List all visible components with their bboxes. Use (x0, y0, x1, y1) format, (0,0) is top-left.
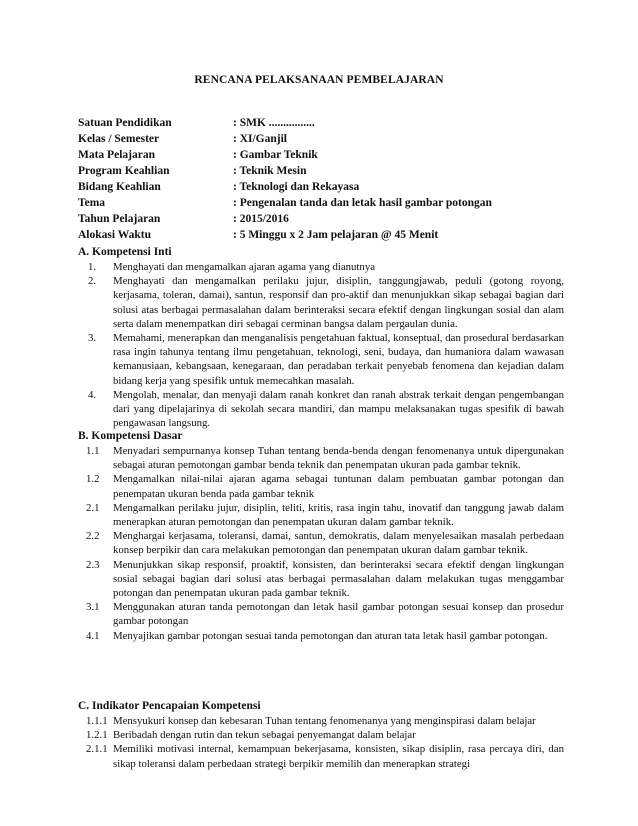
identity-value: : Pengenalan tanda dan letak hasil gambar potongan (233, 197, 492, 209)
identity-row (78, 131, 578, 147)
identity-value: : Teknologi dan Rekayasa (233, 181, 360, 193)
list-item (78, 331, 564, 388)
item-text: Memahami, menerapkan dan menganalisis pengetahuan faktual, konseptual, dan prosedural berdasarkan rasa ingin tahunya tentang ilmu pengetahuan, teknologi, seni, budaya, dan humaniora dalam wawasan kemanusiaan, kebangsaan, kenegaraan, dan peradaban terkait penyebab fenomena dan kejadian dalam bidang kerja yang spesifik untuk memecahkan masalah. (113, 332, 564, 387)
identity-value: : 2015/2016 (233, 213, 289, 225)
list-item (78, 260, 564, 274)
item-text: Menyadari sempurnanya konsep Tuhan tentang benda-benda dengan fenomenanya untuk dipergunakan sebagai aturan pemotongan gambar benda teknik dan penempatan ukuran pada gambar teknik. (113, 445, 564, 472)
identity-table (78, 115, 578, 243)
list-item (78, 600, 564, 628)
identity-label: Satuan Pendidikan (78, 117, 172, 129)
item-number: 2. (88, 275, 97, 288)
item-text: Mengamalkan perilaku jujur, disiplin, teliti, kritis, rasa ingin tahu, inovatif dan tanggung jawab dalam menerapkan aturan pemotongan dan penempatan ukuran dalam gambar teknik. (113, 501, 564, 529)
section-heading: C. Indikator Pencapaian Kompetensi (78, 700, 261, 712)
item-text: Mengolah, menalar, dan menyaji dalam ranah konkret dan ranah abstrak terkait dengan pengembangan dari yang dipelajarinya di sekolah secara mandiri, dan mampu melaksanakan tugas spesifik di bawah pengawasan langsung. (113, 388, 564, 430)
section-heading: B. Kompetensi Dasar (78, 430, 183, 442)
list-item (78, 444, 564, 472)
item-text: Menunjukkan sikap responsif, proaktif, konsisten, dan berinteraksi secara efektif dengan lingkungan sosial sebagai bagian dari solusi atas berbagai permasalahan dalam melakukan tugas menggambar potongan dan penempatan ukuran pada gambar teknik. (113, 558, 564, 600)
identity-row (78, 147, 578, 163)
list-item (78, 558, 564, 601)
item-text: Mengamalkan nilai-nilai ajaran agama sebagai tuntunan dalam pembuatan gambar potongan dan penempatan ukuran benda pada gambar teknik (113, 473, 564, 500)
item-text: Menghayati dan mengamalkan ajaran agama yang dianutnya (113, 261, 376, 273)
item-number: 4. (88, 388, 97, 401)
item-number: 1.2 (86, 473, 100, 486)
section-indikator (78, 698, 564, 771)
identity-label: Program Keahlian (78, 165, 170, 177)
item-number: 4.1 (86, 629, 100, 642)
list-item (78, 714, 564, 728)
list-item (78, 274, 564, 331)
identity-row (78, 179, 578, 195)
item-number: 1.1 (86, 445, 100, 457)
list-item (78, 501, 564, 529)
list-item (78, 388, 564, 431)
item-text: Menghargai kerjasama, toleransi, damai, santun, demokratis, dalam menyelesaikan masalah perbedaan konsep berpikir dan cara melakukan pemotongan dan penempatan ukuran dalam gambar teknik. (113, 530, 564, 557)
identity-value: : XI/Ganjil (233, 133, 287, 145)
list-item (78, 529, 564, 557)
section-kompetensi-dasar (78, 428, 564, 643)
item-text: Menyajikan gambar potongan sesuai tanda pemotongan dan aturan tata letak hasil gambar potongan. (113, 629, 548, 642)
identity-value: : Gambar Teknik (233, 149, 318, 161)
document-title: RENCANA PELAKSANAAN PEMBELAJARAN (194, 74, 444, 86)
identity-label: Alokasi Waktu (78, 229, 151, 241)
item-number: 3.1 (86, 601, 100, 614)
identity-label: Bidang Keahlian (78, 181, 161, 193)
item-number: 1.2.1 (86, 729, 108, 742)
item-text: Beribadah dengan rutin dan tekun sebagai penyemangat dalam belajar (113, 729, 416, 742)
item-number: 2.2 (86, 530, 100, 543)
identity-row (78, 227, 578, 243)
identity-row (78, 195, 578, 211)
list-item (78, 742, 564, 770)
item-number: 1. (88, 261, 97, 273)
item-number: 3. (88, 332, 97, 345)
identity-label: Tema (78, 197, 106, 209)
list-item (78, 728, 564, 742)
section-kompetensi-inti (78, 244, 564, 430)
item-text: Mensyukuri konsep dan kebesaran Tuhan tentang fenomenanya yang menginspirasi dalam belajar (113, 715, 536, 727)
identity-row (78, 163, 578, 179)
item-number: 2.3 (86, 558, 100, 571)
identity-value: : 5 Minggu x 2 Jam pelajaran @ 45 Menit (233, 229, 439, 241)
item-text: Memiliki motivasi internal, kemampuan bekerjasama, konsisten, sikap disiplin, rasa percaya diri, dan sikap toleransi dalam perbedaan strategi berpikir memilih dan menerapkan strategi (113, 743, 564, 770)
identity-label: Mata Pelajaran (78, 149, 155, 161)
item-text: Menggunakan aturan tanda pemotongan dan letak hasil gambar potongan sesuai konsep dan prosedur gambar potongan (113, 601, 564, 628)
identity-row (78, 115, 578, 131)
item-text: Menghayati dan mengamalkan perilaku jujur, disiplin, tanggungjawab, peduli (gotong royong, kerjasama, toleran, damai), santun, responsif dan pro-aktif dan menunjukkan sikap sebagai bagian dari solusi atas berbagai permasalahan dalam berinteraksi secara efektif dengan lingkungan sosial dan alam serta dalam menempatkan diri sebagai cerminan bangsa dalam pergaulan dunia. (113, 275, 564, 330)
item-number: 2.1 (86, 501, 100, 514)
item-number: 1.1.1 (86, 715, 108, 727)
section-heading: A. Kompetensi Inti (78, 246, 172, 258)
identity-label: Tahun Pelajaran (78, 213, 161, 225)
identity-row (78, 211, 578, 227)
item-number: 2.1.1 (86, 743, 108, 756)
identity-value: : SMK ................ (233, 117, 315, 129)
identity-label: Kelas / Semester (78, 133, 160, 145)
list-item (78, 472, 564, 500)
list-item (78, 629, 564, 643)
identity-value: : Teknik Mesin (233, 165, 307, 177)
